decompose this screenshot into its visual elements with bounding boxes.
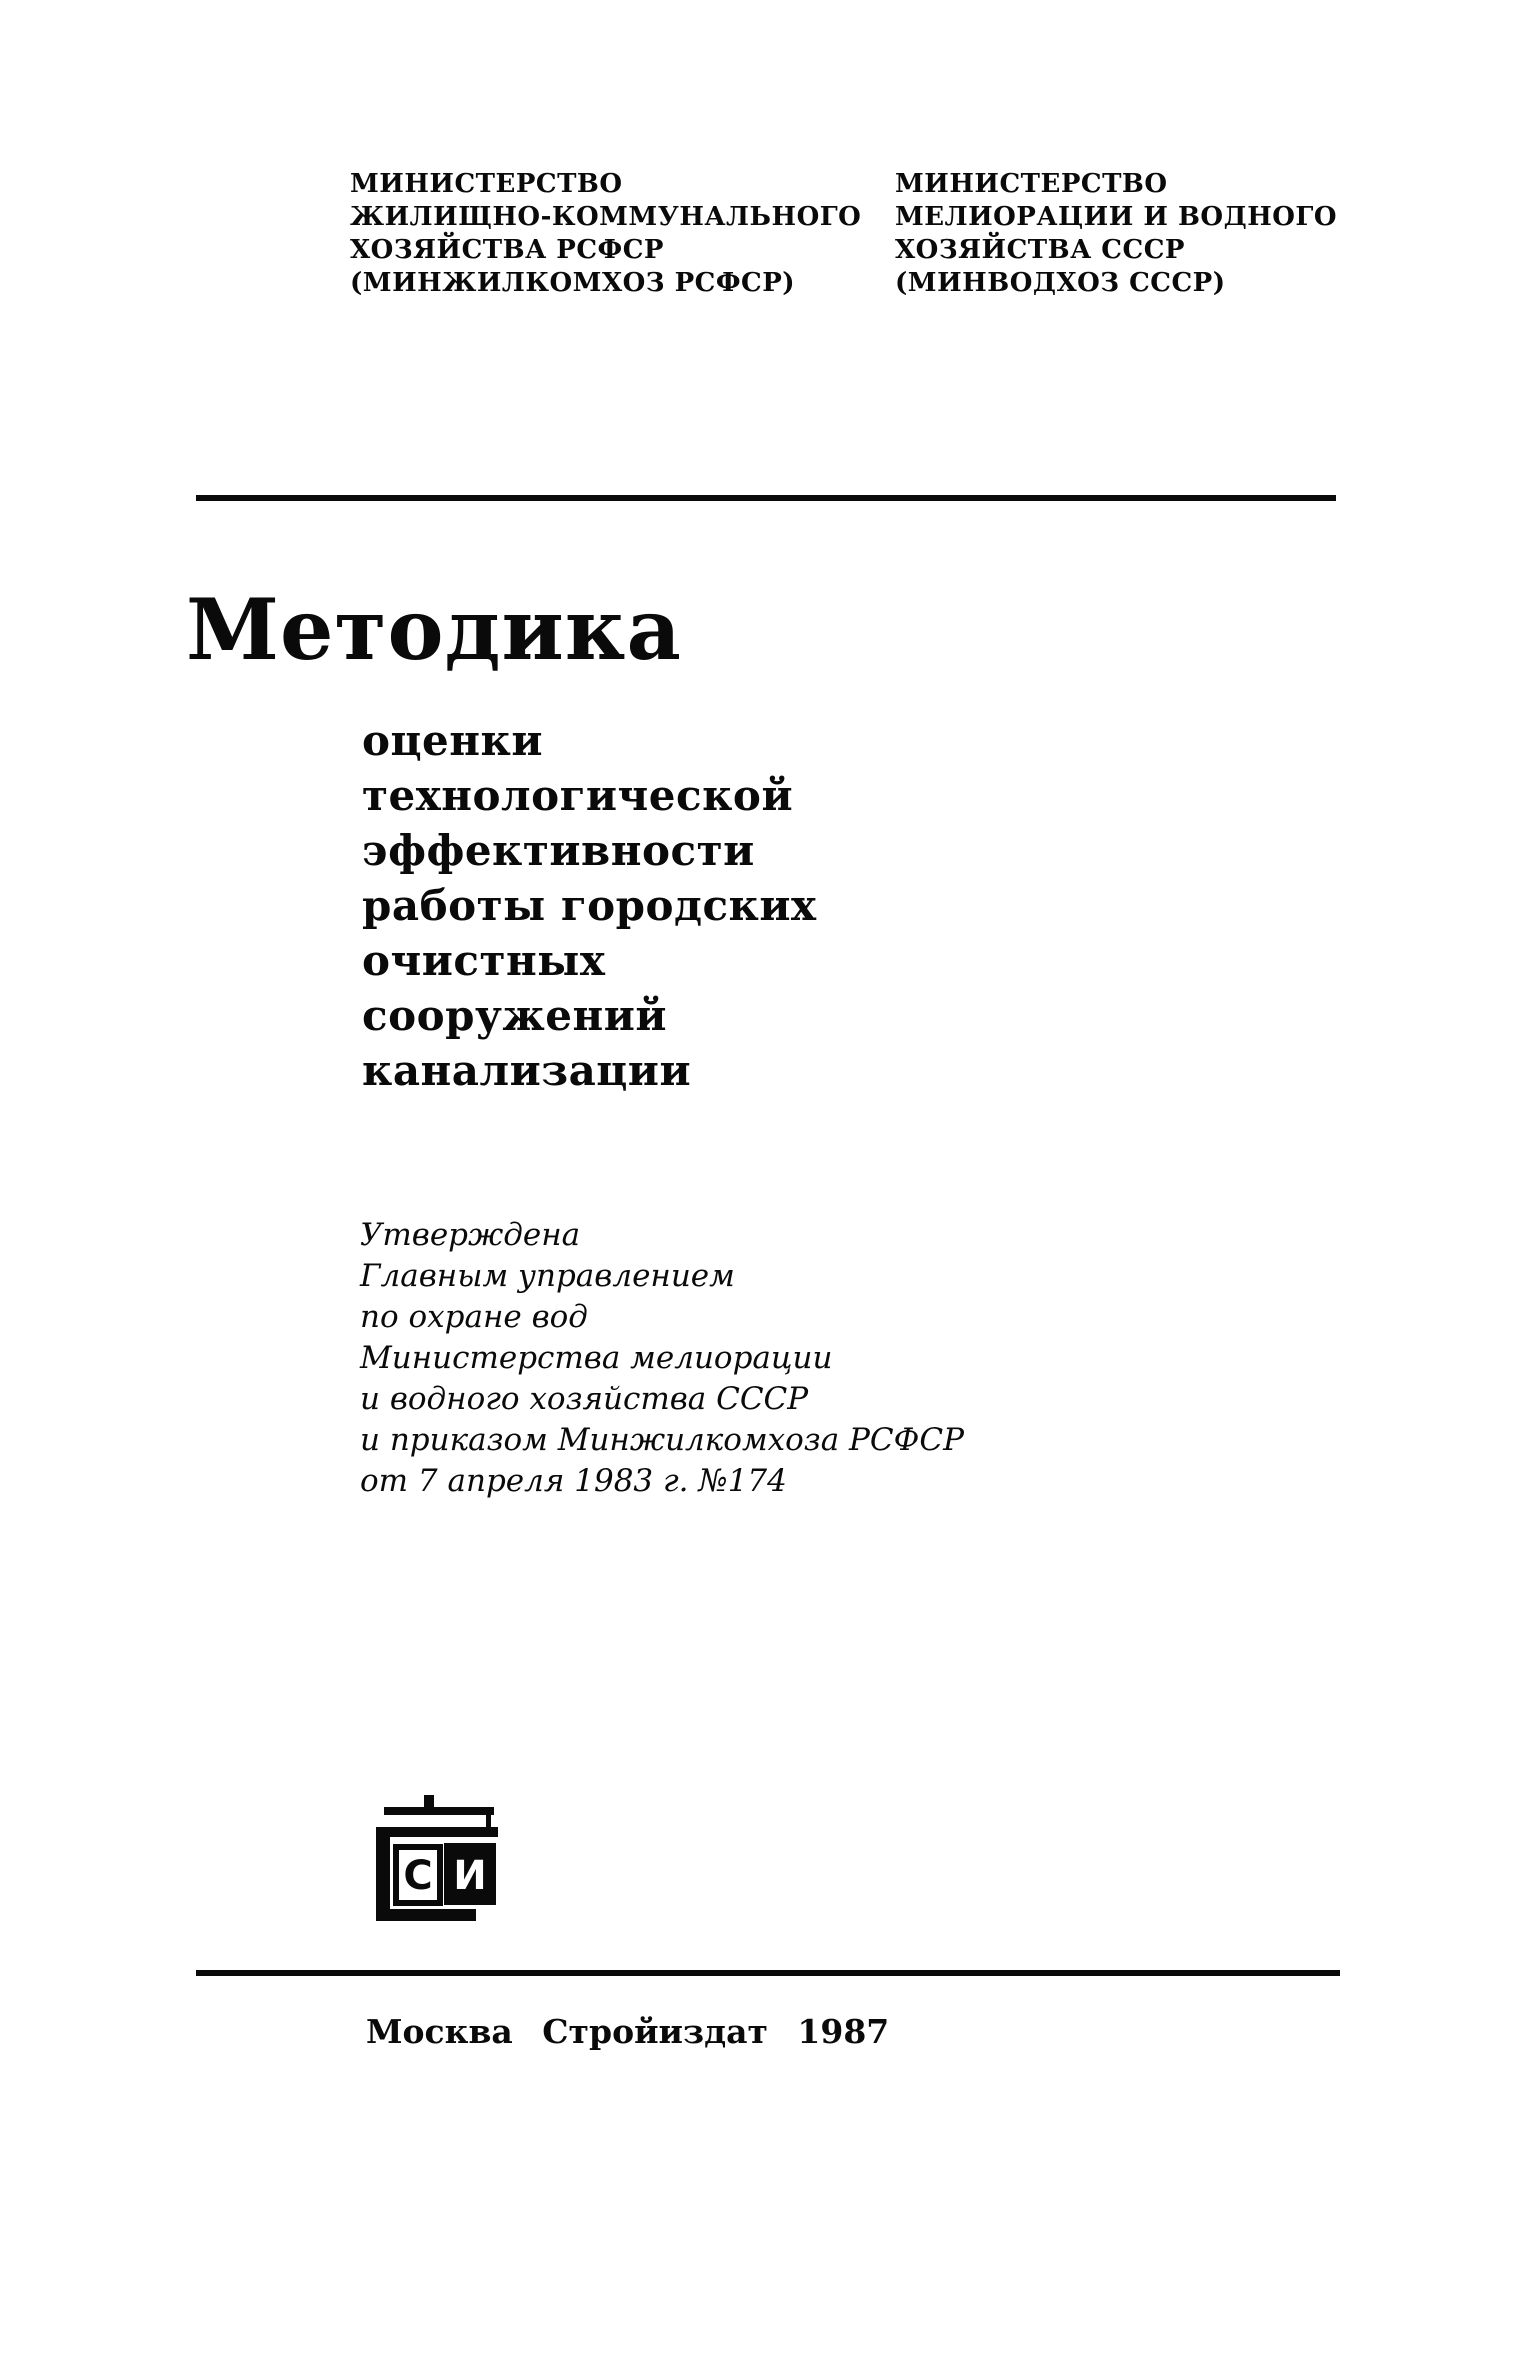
imprint-city: Москва — [366, 2012, 513, 2051]
approval-line: от 7 апреля 1983 г. №174 — [360, 1463, 787, 1499]
approval-block — [360, 1215, 964, 1502]
approval-line: и приказом Минжилкомхоза РСФСР — [360, 1422, 964, 1458]
right-ministry-line: МИНИСТЕРСТВО — [895, 169, 1168, 199]
main-title: Методика — [186, 580, 682, 679]
left-ministry-line: МИНИСТЕРСТВО — [350, 169, 623, 199]
right-ministry-block — [895, 168, 1337, 300]
imprint-publisher: Стройиздат — [542, 2012, 768, 2051]
logo-letter-s: С — [403, 1853, 433, 1899]
right-ministry-line: (МИНВОДХОЗ СССР) — [895, 268, 1226, 298]
top-divider — [196, 495, 1336, 501]
right-ministry-line: МЕЛИОРАЦИИ И ВОДНОГО — [895, 202, 1338, 232]
approval-line: Утверждена — [360, 1217, 581, 1253]
left-ministry-block — [350, 168, 861, 300]
subtitle-line: канализации — [362, 1046, 692, 1095]
approval-line: и водного хозяйства СССР — [360, 1381, 809, 1417]
subtitle-line: очистных — [362, 936, 606, 985]
subtitle-line: технологической — [362, 771, 794, 820]
approval-line: Главным управлением — [360, 1258, 735, 1294]
left-ministry-line: ЖИЛИЩНО-КОММУНАЛЬНОГО — [350, 202, 862, 232]
left-ministry-line: ХОЗЯЙСТВА РСФСР — [350, 235, 664, 265]
subtitle-block — [362, 713, 817, 1098]
approval-line: Министерства мелиорации — [360, 1340, 833, 1376]
approval-line: по охране вод — [360, 1299, 588, 1335]
right-ministry-line: ХОЗЯЙСТВА СССР — [895, 235, 1185, 265]
bottom-divider — [196, 1970, 1340, 1976]
imprint-line — [366, 2010, 907, 2054]
stroyizdat-logo-icon — [374, 1795, 500, 1923]
subtitle-line: сооружений — [362, 991, 668, 1040]
subtitle-line: эффективности — [362, 826, 755, 875]
imprint-year: 1987 — [797, 2012, 890, 2051]
logo-letter-i: И — [453, 1853, 487, 1899]
subtitle-line: работы городских — [362, 881, 817, 930]
subtitle-line: оценки — [362, 716, 543, 765]
left-ministry-line: (МИНЖИЛКОМХОЗ РСФСР) — [350, 268, 796, 298]
